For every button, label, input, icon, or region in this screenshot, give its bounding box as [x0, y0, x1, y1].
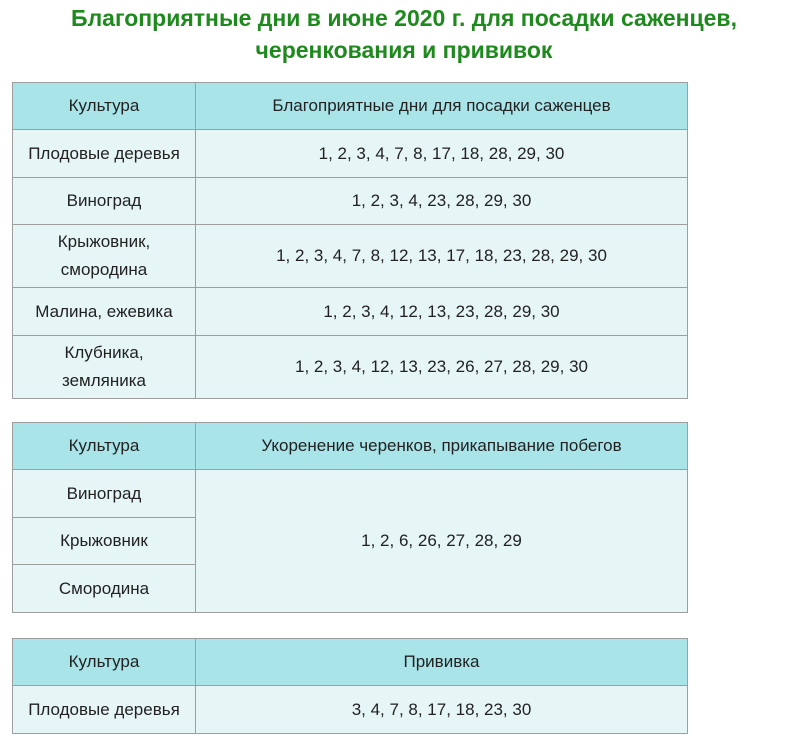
crop-cell: Крыжовник	[13, 518, 196, 565]
column-header-grafting: Прививка	[196, 639, 688, 686]
grafting-table	[12, 638, 688, 734]
crop-cell	[13, 225, 196, 288]
crop-cell	[13, 336, 196, 399]
table-row	[13, 336, 688, 399]
column-header-planting-days: Благоприятные дни для посадки саженцев	[196, 83, 688, 130]
crop-cell-line: Крыжовник,	[57, 232, 151, 251]
days-cell: 1, 2, 3, 4, 12, 13, 23, 28, 29, 30	[196, 288, 688, 336]
crop-cell: Виноград	[13, 470, 196, 518]
table-header-row	[13, 423, 688, 470]
column-header-crop: Культура	[13, 83, 196, 130]
cuttings-rooting-table	[12, 422, 688, 613]
crop-cell-line: земляника	[61, 371, 147, 390]
column-header-rooting-days: Укоренение черенков, прикапывание побегов	[196, 423, 688, 470]
crop-cell-line: Клубника,	[64, 343, 144, 362]
days-cell: 1, 2, 3, 4, 7, 8, 17, 18, 28, 29, 30	[196, 130, 688, 178]
table-header-row	[13, 83, 688, 130]
seedling-planting-table	[12, 82, 688, 399]
page-title-line-2: черенкования и прививок	[255, 37, 553, 63]
page-title	[0, 2, 808, 66]
column-header-crop: Культура	[13, 639, 196, 686]
table-row	[13, 470, 688, 518]
crop-cell: Малина, ежевика	[13, 288, 196, 336]
days-cell: 1, 2, 6, 26, 27, 28, 29	[196, 470, 688, 613]
crop-cell: Виноград	[13, 178, 196, 225]
days-cell: 1, 2, 3, 4, 7, 8, 12, 13, 17, 18, 23, 28, 29, 30	[196, 225, 688, 288]
days-cell: 3, 4, 7, 8, 17, 18, 23, 30	[196, 686, 688, 734]
table-row	[13, 225, 688, 288]
crop-cell: Плодовые деревья	[13, 130, 196, 178]
page-title-line-1: Благоприятные дни в июне 2020 г. для посадки саженцев,	[71, 5, 737, 31]
table-header-row	[13, 639, 688, 686]
days-cell: 1, 2, 3, 4, 12, 13, 23, 26, 27, 28, 29, 30	[196, 336, 688, 399]
days-cell: 1, 2, 3, 4, 23, 28, 29, 30	[196, 178, 688, 225]
crop-cell: Смородина	[13, 565, 196, 613]
table-row	[13, 686, 688, 734]
crop-cell-line: смородина	[60, 260, 148, 279]
table-row	[13, 130, 688, 178]
table-row	[13, 178, 688, 225]
table-row	[13, 288, 688, 336]
crop-cell: Плодовые деревья	[13, 686, 196, 734]
column-header-crop: Культура	[13, 423, 196, 470]
